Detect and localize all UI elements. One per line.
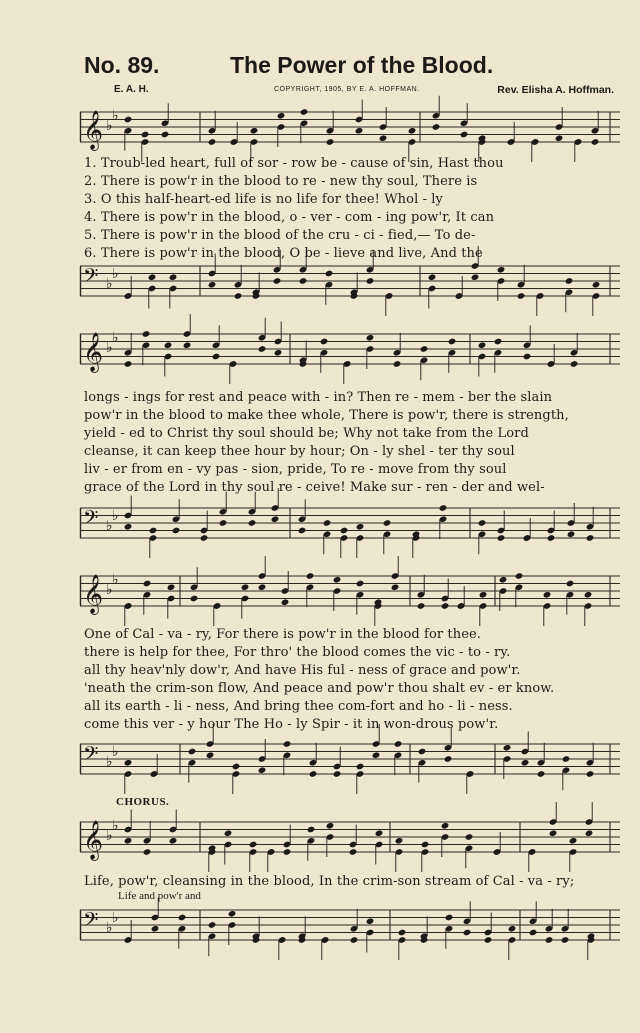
staff-system-3-bass — [80, 740, 620, 784]
verse-lyric-line: all its earth - li - ness, And bring thee com-fort and ho - li - ness. — [84, 699, 513, 714]
verse-lyric-line: 5. There is pow'r in the blood of the cru - ci - fied,— To de- — [84, 228, 476, 243]
svg-text:𝄢: 𝄢 — [83, 264, 99, 292]
svg-text:♭: ♭ — [106, 582, 113, 598]
verse-lyric-line: come this ver - y hour The Ho - ly Spir - it in won-drous pow'r. — [84, 717, 499, 732]
svg-text:♭: ♭ — [106, 340, 113, 356]
svg-text:𝄞: 𝄞 — [83, 332, 104, 372]
svg-text:♭: ♭ — [112, 818, 119, 834]
svg-text:♭: ♭ — [112, 910, 119, 926]
verse-lyric-line: liv - er from en - vy pas - sion, pride, To re - move from thy soul — [84, 462, 507, 477]
verse-lyric-line: there is help for thee, For thro' the blood comes the vic - to - ry. — [84, 645, 511, 660]
verse-lyric-line: 1. Troub-led heart, full of sor - row be - cause of sin, Hast thou — [84, 156, 504, 171]
hymn-number: No. 89. — [84, 52, 160, 78]
verse-lyric-line: One of Cal - va - ry, For there is pow'r in the blood for thee. — [84, 627, 482, 642]
svg-text:♭: ♭ — [106, 920, 113, 936]
staff-system-3-treble — [80, 572, 620, 616]
svg-text:♭: ♭ — [112, 744, 119, 760]
svg-text:♭: ♭ — [112, 266, 119, 282]
svg-text:♭: ♭ — [112, 508, 119, 524]
svg-text:𝄞: 𝄞 — [83, 110, 104, 150]
verse-lyric-line: 2. There is pow'r in the blood to re - new thy soul, There is — [84, 174, 478, 189]
svg-text:♭: ♭ — [106, 754, 113, 770]
copyright-notice: COPYRIGHT, 1905, BY E. A. HOFFMAN. — [274, 86, 420, 93]
verse-lyric-line: 3. O this half-heart-ed life is no life for thee! Whol - ly — [84, 192, 444, 207]
staff-chorus-treble — [80, 818, 620, 862]
staff-system-1-treble — [80, 108, 620, 152]
verse-lyric-line: yield - ed to Christ thy soul should be; Why not take from the Lord — [84, 426, 529, 441]
svg-text:♭: ♭ — [106, 276, 113, 292]
svg-text:♭: ♭ — [106, 518, 113, 534]
verse-lyric-line: all thy heav'nly dow'r, And have His ful - ness of grace and pow'r. — [84, 663, 521, 678]
verse-lyric-line: 6. There is pow'r in the blood, O be - lieve and live, And the — [84, 246, 483, 261]
verse-lyric-line: longs - ings for rest and peace with - in? Then re - mem - ber the slain — [84, 390, 553, 405]
hymn-title: The Power of the Blood. — [230, 52, 494, 78]
svg-text:𝄢: 𝄢 — [83, 742, 99, 770]
svg-text:𝄞: 𝄞 — [83, 820, 104, 860]
chorus-lyric-line: Life, pow'r, cleansing in the blood, In the crim-son stream of Cal - va - ry; — [84, 874, 575, 889]
music-credit: E. A. H. — [114, 84, 149, 95]
staff-system-2-treble — [80, 330, 620, 374]
words-credit: Rev. Elisha A. Hoffman. — [497, 84, 614, 96]
svg-text:𝄢: 𝄢 — [83, 506, 99, 534]
svg-text:𝄢: 𝄢 — [83, 908, 99, 936]
staff-system-1-bass — [80, 262, 620, 306]
staff-chorus-bass — [80, 906, 620, 950]
svg-text:♭: ♭ — [112, 330, 119, 346]
svg-text:♭: ♭ — [112, 572, 119, 588]
staff-system-2-bass — [80, 504, 620, 548]
svg-text:𝄞: 𝄞 — [83, 574, 104, 614]
svg-text:♭: ♭ — [106, 118, 113, 134]
verse-lyric-line: grace of the Lord in thy soul re - ceive! Make sur - ren - der and wel- — [84, 480, 545, 495]
verse-lyric-line: 'neath the crim-son flow, And peace and pow'r thou shalt ev - er know. — [84, 681, 555, 696]
verse-lyric-line: 4. There is pow'r in the blood, o - ver - com - ing pow'r, It can — [84, 210, 495, 225]
chorus-label: CHORUS. — [116, 796, 170, 808]
hymn-credits — [84, 84, 614, 100]
svg-text:♭: ♭ — [106, 828, 113, 844]
verse-lyric-line: cleanse, it can keep thee hour by hour; On - ly shel - ter thy soul — [84, 444, 515, 459]
chorus-alt-text: Life and pow'r and — [118, 890, 201, 902]
svg-text:♭: ♭ — [112, 108, 119, 124]
verse-lyric-line: pow'r in the blood to make thee whole, There is pow'r, there is strength, — [84, 408, 569, 423]
